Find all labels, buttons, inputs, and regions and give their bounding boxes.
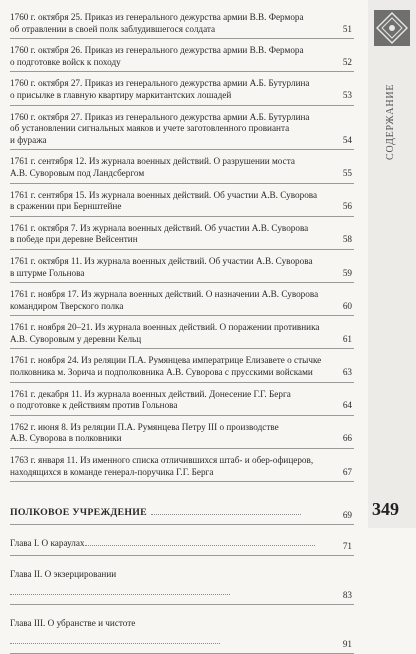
toc-entry[interactable]: [10, 250, 354, 283]
section-title: ПОЛКОВОЕ УЧРЕЖДЕНИЕ: [10, 507, 148, 519]
toc-entry[interactable]: [10, 184, 354, 217]
toc-entry-line: А.В. Суворовым под Ландсбергом: [10, 167, 145, 178]
section-label: СОДЕРЖАНИЕ: [385, 83, 396, 160]
toc-entry-line: 1762 г. июня 8. Из реляции П.А. Румянцева Петру III о производстве: [10, 421, 279, 432]
toc-entry-line: командиром Тверского полка: [10, 300, 124, 311]
toc-entry-page: 53: [342, 89, 352, 100]
toc-entry-line: находящихся в команде генерал-поручика Г.Г. Берга: [10, 466, 214, 477]
toc-entry-line: о подготовке к действиям против Гольнова: [10, 400, 178, 411]
toc-entry-line: 1761 г. октября 7. Из журнала военных действий. Об участии А.В. Суворова: [10, 222, 309, 233]
chapter-page: 83: [342, 590, 352, 601]
toc-entry-line: об установлении сигнальных маяков и учете заготовленного провианта: [10, 123, 290, 134]
toc-entry-page: 63: [342, 367, 352, 378]
toc-entry-page: 58: [342, 234, 352, 245]
toc-entry-line: и фуража: [10, 134, 47, 145]
toc-chapter[interactable]: [10, 556, 354, 605]
toc-entry-line: в победе при деревне Вейсентин: [10, 234, 138, 245]
toc-entry-page: 60: [342, 300, 352, 311]
toc-entry-page: 59: [342, 267, 352, 278]
toc-entry-line: 1761 г. сентября 12. Из журнала военных действий. О разрушении моста: [10, 156, 295, 167]
toc-entry-line: об отравлении в своей полк заблудившегося солдата: [10, 23, 216, 34]
toc-entry-line: 1760 г. октября 27. Приказ из генерального дежурства армии А.Б. Бутурлина: [10, 78, 310, 89]
sidebar: [368, 0, 416, 528]
toc-entry[interactable]: [10, 283, 354, 316]
dot-leader: [85, 545, 315, 546]
table-of-contents: [10, 6, 354, 654]
dot-leader: [10, 643, 220, 644]
toc-entry-page: 51: [342, 23, 352, 34]
toc-chapter[interactable]: [10, 525, 354, 556]
toc-chapters: [10, 525, 354, 654]
toc-entry-line: 1761 г. октября 11. Из журнала военных действий. Об участии А.В. Суворова: [10, 255, 313, 266]
toc-entry-page: 66: [342, 433, 352, 444]
toc-entry-page: 61: [342, 333, 352, 344]
toc-entry[interactable]: [10, 150, 354, 183]
toc-entry-page: 64: [342, 400, 352, 411]
chapter-title: Глава III. О убранстве и чистоте: [10, 618, 136, 629]
toc-entry[interactable]: [10, 449, 354, 482]
toc-entry-line: 1761 г. ноября 17. Из журнала военных действий. О назначении А.В. Суворова: [10, 289, 319, 300]
toc-entry-line: о присылке в главную квартиру маркитантских лошадей: [10, 89, 232, 100]
chapter-page: 71: [342, 541, 352, 552]
toc-entry[interactable]: [10, 217, 354, 250]
toc-entry-line: в штурме Гольнова: [10, 267, 85, 278]
toc-entry-page: 54: [342, 134, 352, 145]
toc-entry-page: 67: [342, 466, 352, 477]
toc-section-heading[interactable]: [10, 496, 354, 525]
toc-chapter[interactable]: [10, 605, 354, 654]
dot-leader: [10, 594, 230, 595]
toc-entry-line: 1761 г. ноября 20–21. Из журнала военных действий. О поражении противника: [10, 322, 320, 333]
page-number: 349: [372, 499, 399, 519]
chapter-title: Глава I. О караулах: [10, 538, 85, 549]
toc-entry-line: А.В. Суворова в полковники: [10, 433, 122, 444]
toc-entry-line: 1761 г. декабря 11. Из журнала военных действий. Донесение Г.Г. Берга: [10, 388, 291, 399]
toc-entry[interactable]: [10, 416, 354, 449]
toc-entry[interactable]: [10, 316, 354, 349]
toc-entry-line: полковника м. Зорича и подполковника А.В. Суворова с прусскими войсками: [10, 367, 313, 378]
toc-entry-line: А.В. Суворовым у деревни Кельц: [10, 333, 142, 344]
toc-entry[interactable]: [10, 349, 354, 382]
toc-entry-line: 1763 г. января 11. Из именного списка отличившихся штаб- и обер-офицеров,: [10, 455, 314, 466]
section-page: 69: [342, 510, 352, 521]
toc-entry-line: 1761 г. ноября 24. Из реляции П.А. Румянцева императрице Елизавете о стычке: [10, 355, 322, 366]
toc-entry-page: 56: [342, 201, 352, 212]
chapter-title: Глава II. О экзерцировании: [10, 569, 117, 580]
toc-entry[interactable]: [10, 72, 354, 105]
toc-entry[interactable]: [10, 383, 354, 416]
chapter-page: 91: [342, 639, 352, 650]
ornament-badge-icon: [374, 10, 410, 46]
toc-entry[interactable]: [10, 6, 354, 39]
toc-entry-line: 1761 г. сентября 15. Из журнала военных действий. Об участии А.В. Суворова: [10, 189, 318, 200]
toc-entry-line: о подготовке войск к походу: [10, 56, 121, 67]
toc-entry-line: в сражении при Бернштейне: [10, 201, 122, 212]
toc-entry-line: 1760 г. октября 26. Приказ из генерального дежурства армии В.В. Фермора: [10, 45, 304, 56]
toc-entry-page: 55: [342, 167, 352, 178]
toc-entry-line: 1760 г. октября 25. Приказ из генерального дежурства армии В.В. Фермора: [10, 12, 304, 22]
toc-entry-line: 1760 г. октября 27. Приказ из генерального дежурства армии А.Б. Бутурлина: [10, 111, 310, 122]
toc-entry[interactable]: [10, 39, 354, 72]
toc-entry-page: 52: [342, 56, 352, 67]
toc-entry[interactable]: [10, 106, 354, 151]
dot-leader: [151, 514, 301, 515]
toc-entries: [10, 6, 354, 482]
